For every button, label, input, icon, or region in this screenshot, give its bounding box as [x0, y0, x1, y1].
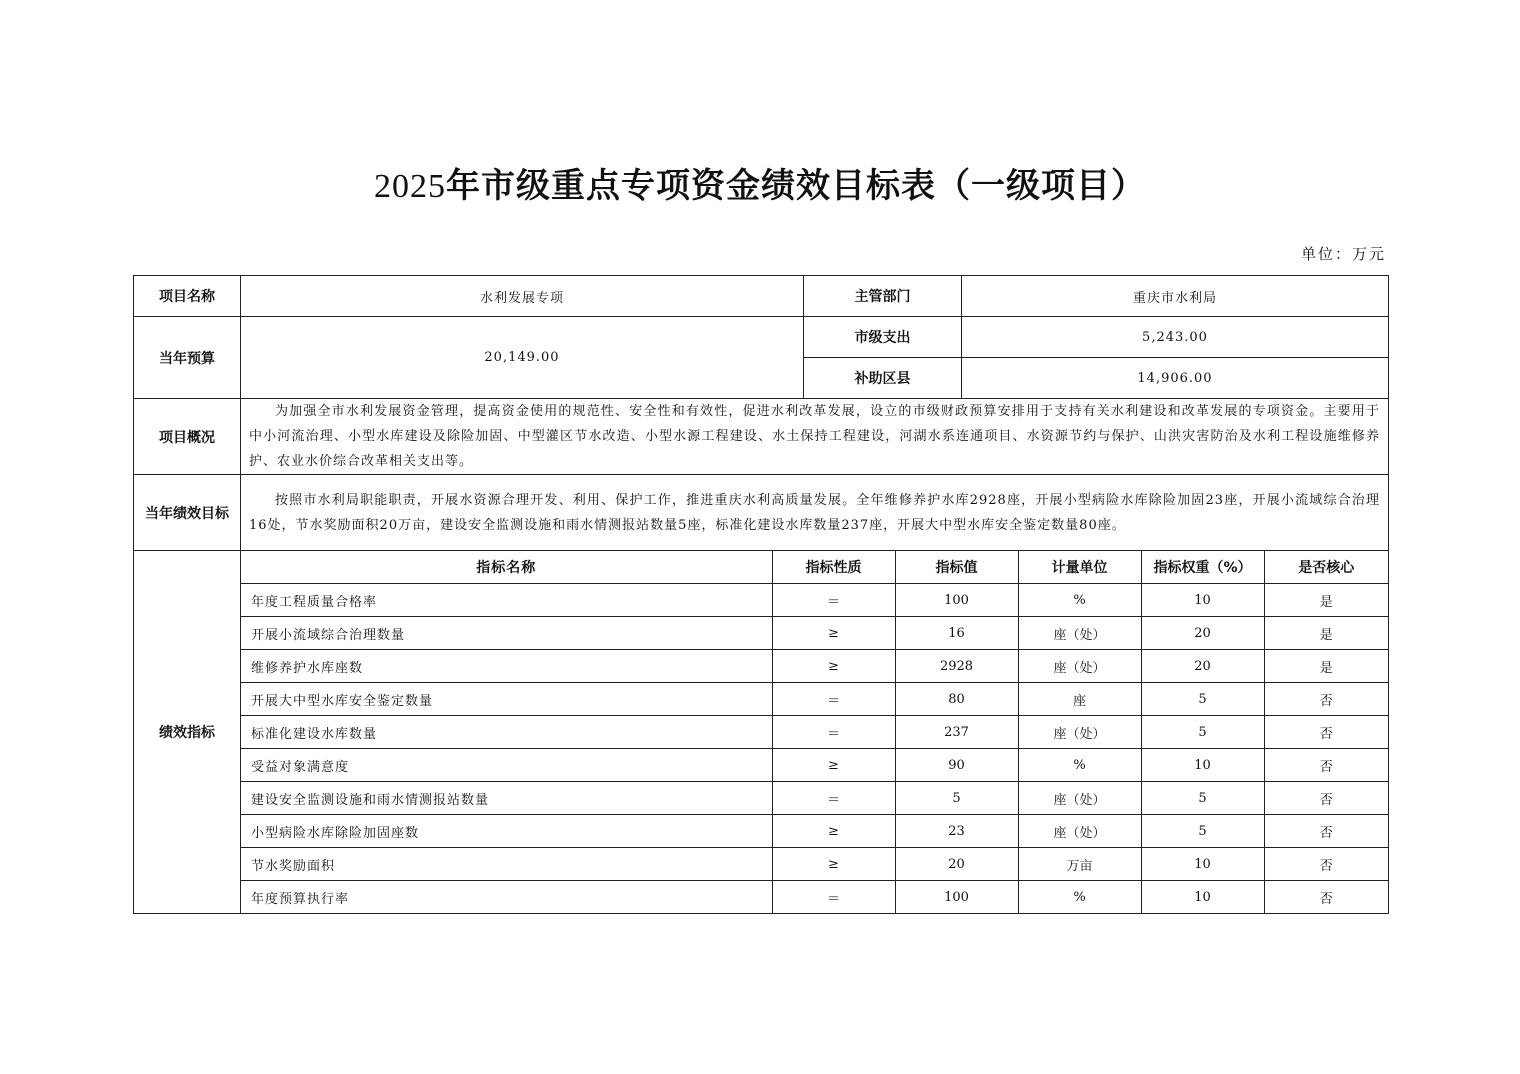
- indicator-weight-cell: 10: [1141, 848, 1264, 881]
- indicator-type-cell: ≥: [772, 848, 895, 881]
- indicator-name-cell: 维修养护水库座数: [241, 650, 772, 683]
- indicator-weight-cell: 10: [1141, 584, 1264, 617]
- indicator-value-cell: 100: [895, 881, 1018, 914]
- header-indicator-core: 是否核心: [1264, 551, 1388, 584]
- indicator-value-cell: 2928: [895, 650, 1018, 683]
- table-row: [241, 584, 1388, 617]
- table-row: [241, 683, 1388, 716]
- header-indicator-type: 指标性质: [772, 551, 895, 584]
- indicator-value-cell: 23: [895, 815, 1018, 848]
- indicator-value-cell: 100: [895, 584, 1018, 617]
- indicator-weight-cell: 5: [1141, 716, 1264, 749]
- title-year: 2025: [374, 168, 446, 205]
- indicator-weight-cell: 5: [1141, 782, 1264, 815]
- indicator-weight-cell: 10: [1141, 749, 1264, 782]
- budget-value: 20,149.00: [241, 317, 804, 399]
- table-row: [241, 617, 1388, 650]
- table-row: [241, 650, 1388, 683]
- indicator-unit-cell: %: [1018, 881, 1141, 914]
- header-indicator-value: 指标值: [895, 551, 1018, 584]
- indicator-value-cell: 5: [895, 782, 1018, 815]
- indicator-core-cell: 否: [1264, 683, 1388, 716]
- indicator-core-cell: 否: [1264, 848, 1388, 881]
- indicator-core-cell: 否: [1264, 749, 1388, 782]
- indicator-cell: [241, 551, 1389, 914]
- indicator-unit-cell: %: [1018, 749, 1141, 782]
- indicator-type-cell: ＝: [772, 881, 895, 914]
- header-indicator-name: 指标名称: [241, 551, 772, 584]
- indicator-table: [241, 551, 1388, 913]
- table-row: [241, 815, 1388, 848]
- indicator-unit-cell: 座（处）: [1018, 650, 1141, 683]
- indicator-unit-cell: 座（处）: [1018, 716, 1141, 749]
- title-text: 年市级重点专项资金绩效目标表（一级项目）: [446, 166, 1146, 206]
- indicator-type-cell: ≥: [772, 749, 895, 782]
- indicator-unit-cell: 座（处）: [1018, 782, 1141, 815]
- indicator-unit-cell: 座（处）: [1018, 815, 1141, 848]
- performance-table: [133, 275, 1389, 914]
- indicator-core-cell: 是: [1264, 650, 1388, 683]
- indicator-header-row: [241, 551, 1388, 584]
- header-indicator-unit: 计量单位: [1018, 551, 1141, 584]
- indicator-unit-cell: 万亩: [1018, 848, 1141, 881]
- indicator-weight-cell: 10: [1141, 881, 1264, 914]
- unit-label: 单位：万元: [1300, 245, 1386, 263]
- indicator-core-cell: 是: [1264, 584, 1388, 617]
- indicator-weight-cell: 20: [1141, 617, 1264, 650]
- indicator-type-cell: ≥: [772, 650, 895, 683]
- indicator-weight-cell: 5: [1141, 815, 1264, 848]
- project-name-value: 水利发展专项: [241, 276, 804, 317]
- table-row: [241, 881, 1388, 914]
- indicator-weight-cell: 5: [1141, 683, 1264, 716]
- indicator-value-cell: 20: [895, 848, 1018, 881]
- goal-label: 当年绩效目标: [134, 475, 241, 551]
- overview-text: 为加强全市水利发展资金管理，提高资金使用的规范性、安全性和有效性，促进水利改革发展，设立的市级财政预算安排用于支持有关水利建设和改革发展的专项资金。主要用于中小河流治理、小型水库建设及除险加固、中型灌区节水改造、小型水源工程建设、水土保持工程建设，河湖水系连通项目、水资源节约与保护、山洪灾害防治及水利工程设施维修养护、农业水价综合改革相关支出等。: [241, 399, 1389, 475]
- indicator-value-cell: 80: [895, 683, 1018, 716]
- indicator-core-cell: 否: [1264, 782, 1388, 815]
- goal-text: 按照市水利局职能职责，开展水资源合理开发、利用、保护工作，推进重庆水利高质量发展。全年维修养护水库2928座，开展小型病险水库除险加固23座，开展小流域综合治理16处，节水奖励面积20万亩，建设安全监测设施和雨水情测报站数量5座，标准化建设水库数量237座，开展大中型水库安全鉴定数量80座。: [241, 475, 1389, 551]
- indicator-name-cell: 年度预算执行率: [241, 881, 772, 914]
- header-indicator-weight: 指标权重（%）: [1141, 551, 1264, 584]
- indicator-value-cell: 16: [895, 617, 1018, 650]
- table-row: [241, 848, 1388, 881]
- page-title: [0, 158, 1520, 207]
- indicator-name-cell: 年度工程质量合格率: [241, 584, 772, 617]
- indicator-core-cell: 是: [1264, 617, 1388, 650]
- indicator-name-cell: 开展小流域综合治理数量: [241, 617, 772, 650]
- indicator-name-cell: 标准化建设水库数量: [241, 716, 772, 749]
- indicator-core-cell: 否: [1264, 881, 1388, 914]
- indicator-value-cell: 237: [895, 716, 1018, 749]
- indicator-type-cell: ＝: [772, 683, 895, 716]
- city-expense-label: 市级支出: [804, 317, 962, 358]
- overview-label: 项目概况: [134, 399, 241, 475]
- budget-label: 当年预算: [134, 317, 241, 399]
- county-subsidy-label: 补助区县: [804, 358, 962, 399]
- indicator-unit-cell: 座（处）: [1018, 617, 1141, 650]
- indicator-name-cell: 小型病险水库除险加固座数: [241, 815, 772, 848]
- indicator-label: 绩效指标: [134, 551, 241, 914]
- county-subsidy-value: 14,906.00: [962, 358, 1389, 399]
- indicator-type-cell: ＝: [772, 782, 895, 815]
- indicator-type-cell: ＝: [772, 716, 895, 749]
- city-expense-value: 5,243.00: [962, 317, 1389, 358]
- indicator-core-cell: 否: [1264, 815, 1388, 848]
- indicator-type-cell: ≥: [772, 815, 895, 848]
- indicator-name-cell: 受益对象满意度: [241, 749, 772, 782]
- table-row: [241, 716, 1388, 749]
- indicator-unit-cell: 座: [1018, 683, 1141, 716]
- table-row: [241, 749, 1388, 782]
- dept-value: 重庆市水利局: [962, 276, 1389, 317]
- indicator-name-cell: 节水奖励面积: [241, 848, 772, 881]
- indicator-weight-cell: 20: [1141, 650, 1264, 683]
- indicator-unit-cell: %: [1018, 584, 1141, 617]
- indicator-core-cell: 否: [1264, 716, 1388, 749]
- indicator-value-cell: 90: [895, 749, 1018, 782]
- project-name-label: 项目名称: [134, 276, 241, 317]
- indicator-type-cell: ＝: [772, 584, 895, 617]
- indicator-type-cell: ≥: [772, 617, 895, 650]
- indicator-name-cell: 建设安全监测设施和雨水情测报站数量: [241, 782, 772, 815]
- table-row: [241, 782, 1388, 815]
- dept-label: 主管部门: [804, 276, 962, 317]
- indicator-name-cell: 开展大中型水库安全鉴定数量: [241, 683, 772, 716]
